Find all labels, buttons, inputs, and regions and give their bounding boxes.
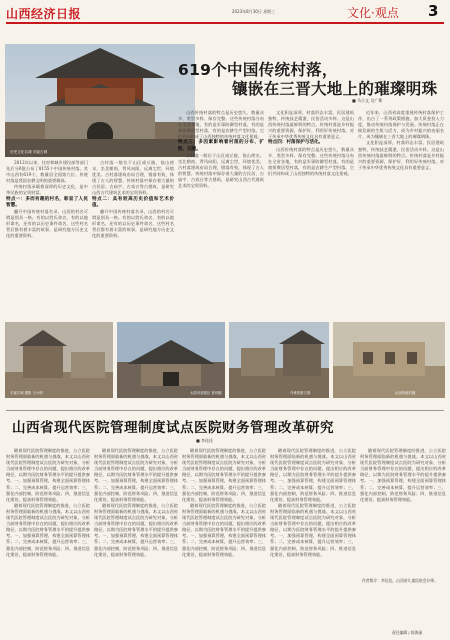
photo-caption: 介休张壁古堡 [290,391,311,395]
article2-column-4 [270,448,356,634]
paragraph: 随着现代医院管理制度的推进，公立医院财务管理面临新的机遇与挑战。本文以山西省现代医院管理制度试点医院为研究对象，分析当前财务管理中存在的问题，提出相应的改革路径，以期为医院财务管理水平的提升提供参考。一、加强预算管理，构建全面预算管理体系；二、完善成本核算，提升运营效率；三、强化内部控制，防范财务风险；四、推进信息化建设，提高财务管理效能。 [6,448,90,502]
photo-village-1 [5,322,113,398]
author-note: 作者简介：李佳佳，山西省儿童医院会计师。 [362,578,438,583]
photo-caption: 平遥古城 摄影 王小明 [10,391,43,395]
photo-caption: 山西传统村落 [395,391,416,395]
article-column-4 [268,110,354,318]
hero-photo [5,44,195,157]
article-column-5 [358,110,444,318]
article2-byline: ■ 李佳佳 [196,438,214,443]
article-byline: ■ 马小文 吴广斯 [352,98,383,103]
article-title: 619个中国传统村落， [178,61,338,79]
paragraph: 文化积淀深厚，村落形态丰富，民居建筑独特，传统技艺精湛，民俗活动多样。这是山西传统村落最鲜明的特点。传统村落是乡村振兴的重要资源，保护好、利用好传统村落，对于传承中华优秀传统文化具有重要意义。 [268,110,354,140]
photo-village-2 [117,322,225,398]
paragraph: 山西传统村落的特点是历史悠久、数量众多、类型多样、保存完整。这些传统村落分布在全省各地，有的是军事防御型村落，有的是商贾聚居型村落，有的是农耕生产型村落，它们共同构成了山西独特的传统村落文化景观。 [268,146,354,176]
editor-credit: 责任编辑 / 陈海丽 [392,630,423,635]
paragraph: 随着现代医院管理制度的推进，公立医院财务管理面临新的机遇与挑战。本文以山西省现代医院管理制度试点医院为研究对象，分析当前财务管理中存在的问题，提出相应的改革路径，以期为医院财务管理水平的提升提供参考。一、加强预算管理，构建全面预算管理体系；二、完善成本核算，提升运营效率；三、强化内部控制，防范财务风险；四、推进信息化建设，提高财务管理效能。 [270,502,356,557]
article2-column-5 [360,448,446,574]
section-subhead: 特点二：具有较高历史价值和艺术价值。 [92,196,174,208]
hero-photo-caption: 历史文化名城 平遥古城 [10,150,48,154]
paragraph: 山西传统村落的特点是历史悠久、数量众多、类型多样、保存完整。这些传统村落分布在全省各地，有的是军事防御型村落，有的是商贾聚居型村落，有的是农耕生产型村落，它们共同构成了山西独特的传统村落文化景观。 [178,110,264,140]
page-number: 3 [428,2,439,20]
paragraph: 随着现代医院管理制度的推进，公立医院财务管理面临新的机遇与挑战。本文以山西省现代医院管理制度试点医院为研究对象，分析当前财务管理中存在的问题，提出相应的改革路径，以期为医院财务管理水平的提升提供参考。一、加强预算管理，构建全面预算管理体系；二、完善成本核算，提升运营效率；三、强化内部控制，防范财务风险；四、推进信息化建设，提高财务管理效能。 [182,502,266,557]
section-divider [6,410,444,411]
article2-title: 山西省现代医院管理制度试点医院财务管理改革研究 [12,420,334,436]
section-subhead: 特点一：多而有趣的村名，彰显了人民智慧。 [6,196,88,208]
paragraph: 古村落一般位于山区或丘陵，依山傍水，坐北朝南，背风向阳，远离尘世，环境优美。古村落建筑布局合理，错落有致，体现了古人的智慧。传统村落中保存着大量的古民居、古庙宇、古戏台等古建筑，是研究山西古代建筑艺术的宝贵资料。 [178,152,264,189]
article2-column-1 [6,448,90,634]
photo-village-4 [333,322,445,398]
photo-caption: 太原市晋源区 晋祠镇 [190,391,222,395]
paragraph: 随着现代医院管理制度的推进，公立医院财务管理面临新的机遇与挑战。本文以山西省现代医院管理制度试点医院为研究对象，分析当前财务管理中存在的问题，提出相应的改革路径，以期为医院财务管理水平的提升提供参考。一、加强预算管理，构建全面预算管理体系；二、完善成本核算，提升运营效率；三、强化内部控制，防范财务风险；四、推进信息化建设，提高财务管理效能。 [360,448,446,502]
article-column-3 [178,110,264,318]
paragraph: 近年来，山西省高度重视传统村落保护工作，出台了一系列政策措施，加大资金投入力度，推动传统村落保护与发展。传统村落正在焕发新的生机与活力，成为乡村振兴的亮丽名片，成为镶嵌在三晋大地上的璀璨明珠。 [358,110,444,140]
paragraph: 文化积淀深厚，村落形态丰富，民居建筑独特，传统技艺精湛，民俗活动多样。这是山西传统村落最鲜明的特点。传统村落是乡村振兴的重要资源，保护好、利用好传统村落，对于传承中华优秀传统文化具有重要意义。 [358,140,444,170]
paragraph: 2012年以来，住房和城乡建设部等部门先后分6批公布了8155个中国传统村落，其中山西有619个，数量居全国第九位。传统村落是我国农耕文明的重要载体。 [6,160,88,184]
paragraph: 古村落一般位于山区或丘陵，依山傍水，坐北朝南，背风向阳，远离尘世，环境优美。古村落建筑布局合理，错落有致，体现了古人的智慧。传统村落中保存着大量的古民居、古庙宇、古戏台等古建筑，是研究山西古代建筑艺术的宝贵资料。 [92,160,174,196]
section-tag: 文化·观点 [347,6,399,20]
section-subhead: 特点三：多因素影响着村落的分布、扩散、旧貌。 [178,140,264,152]
paragraph: 随着现代医院管理制度的推进，公立医院财务管理面临新的机遇与挑战。本文以山西省现代医院管理制度试点医院为研究对象，分析当前财务管理中存在的问题，提出相应的改革路径，以期为医院财务管理水平的提升提供参考。一、加强预算管理，构建全面预算管理体系；二、完善成本核算，提升运营效率；三、强化内部控制，防范财务风险；四、推进信息化建设，提高财务管理效能。 [6,502,90,557]
article2-column-3 [182,448,266,634]
article-subtitle: 镶嵌在三晋大地上的璀璨明珠 [232,80,438,98]
header-rule [6,22,444,24]
paragraph: 随着现代医院管理制度的推进，公立医院财务管理面临新的机遇与挑战。本文以山西省现代医院管理制度试点医院为研究对象，分析当前财务管理中存在的问题，提出相应的改革路径，以期为医院财务管理水平的提升提供参考。一、加强预算管理，构建全面预算管理体系；二、完善成本核算，提升运营效率；三、强化内部控制，防范财务风险；四、推进信息化建设，提高财务管理效能。 [94,448,178,502]
paragraph: 翻开中国传统村落名录，山西的村名可谓是别具一格。有的以姓氏命名，有的以地形命名，还有的以历史事件命名，这些村名背后都有着丰富的故事，是研究地方历史文化的重要资料。 [92,208,174,239]
issue-date: 2023年8月30日 星期三 [232,9,276,14]
paragraph: 翻开中国传统村落名录，山西的村名可谓是别具一格。有的以姓氏命名，有的以地形命名，还有的以历史事件命名，这些村名背后都有着丰富的故事，是研究地方历史文化的重要资料。 [6,208,88,239]
paragraph: 随着现代医院管理制度的推进，公立医院财务管理面临新的机遇与挑战。本文以山西省现代医院管理制度试点医院为研究对象，分析当前财务管理中存在的问题，提出相应的改革路径，以期为医院财务管理水平的提升提供参考。一、加强预算管理，构建全面预算管理体系；二、完善成本核算，提升运营效率；三、强化内部控制，防范财务风险；四、推进信息化建设，提高财务管理效能。 [94,502,178,557]
masthead-logo: 山西经济日报 [6,7,82,21]
article2-column-2 [94,448,178,634]
paragraph: 传统村落承载着深厚的历史文化，是中华民族的宝贵财富。 [6,184,88,196]
paragraph: 随着现代医院管理制度的推进，公立医院财务管理面临新的机遇与挑战。本文以山西省现代医院管理制度试点医院为研究对象，分析当前财务管理中存在的问题，提出相应的改革路径，以期为医院财务管理水平的提升提供参考。一、加强预算管理，构建全面预算管理体系；二、完善成本核算，提升运营效率；三、强化内部控制，防范财务风险；四、推进信息化建设，提高财务管理效能。 [182,448,266,502]
paragraph: 随着现代医院管理制度的推进，公立医院财务管理面临新的机遇与挑战。本文以山西省现代医院管理制度试点医院为研究对象，分析当前财务管理中存在的问题，提出相应的改革路径，以期为医院财务管理水平的提升提供参考。一、加强预算管理，构建全面预算管理体系；二、完善成本核算，提升运营效率；三、强化内部控制，防范财务风险；四、推进信息化建设，提高财务管理效能。 [270,448,356,502]
article-column-1 [6,160,88,318]
article-column-2 [92,160,174,318]
section-subhead: 特点四：村落保护与活化。 [268,140,324,146]
photo-village-3 [229,322,329,398]
